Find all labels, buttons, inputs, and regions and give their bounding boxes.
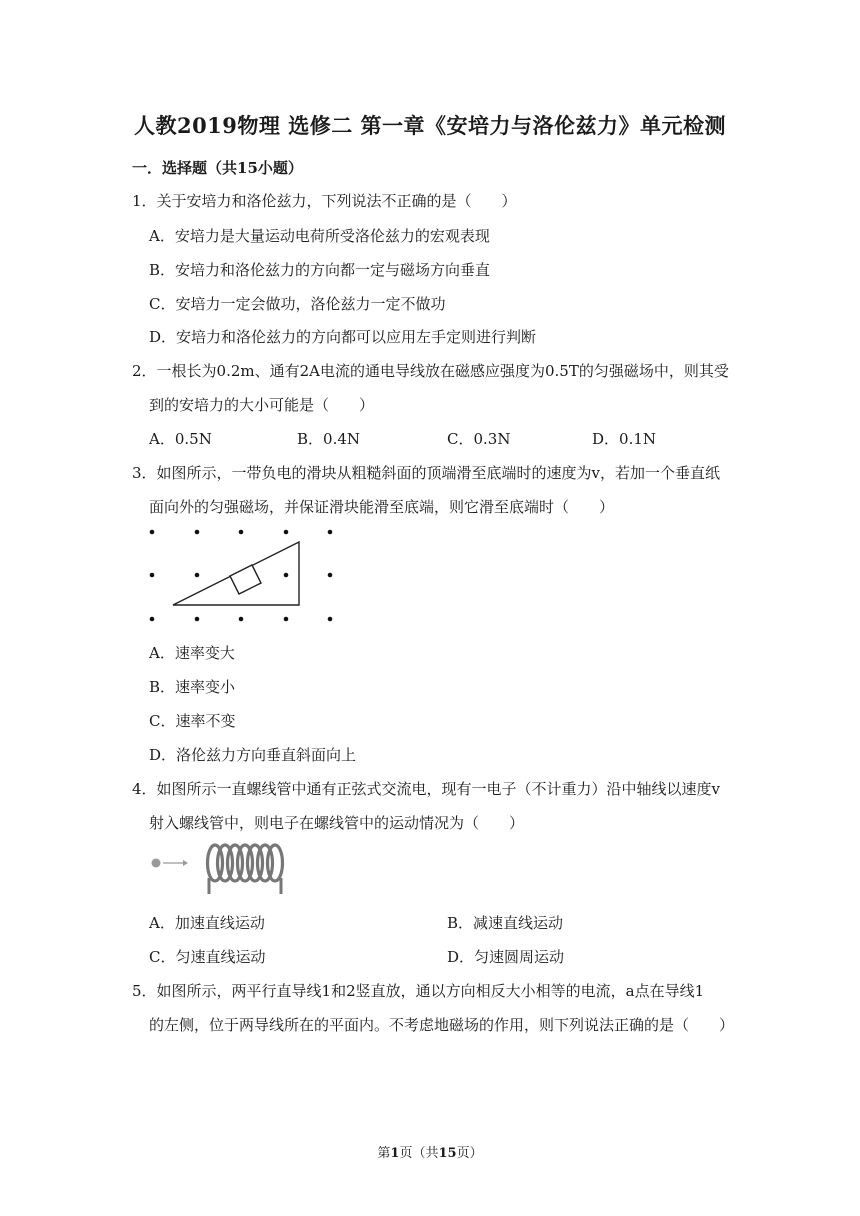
- footer-prefix: 第: [377, 1146, 391, 1161]
- q1-option-c: C．安培力一定会做功，洛伦兹力一定不做功: [149, 295, 446, 313]
- solenoid-electron-figure: [145, 838, 290, 898]
- q2-option-b: B．0.4N: [297, 430, 361, 448]
- q3-stem-line1: 3．如图所示，一带负电的滑块从粗糙斜面的顶端滑至底端时的速度为v，若加一个垂直纸: [132, 464, 721, 482]
- page-number: 1: [390, 1146, 400, 1161]
- footer-middle: 页（共: [399, 1146, 439, 1161]
- q3-option-b: B．速率变小: [149, 678, 236, 696]
- page-footer: [0, 1142, 860, 1161]
- section-heading: 一．选择题（共15小题）: [132, 159, 303, 177]
- q3-option-d: D．洛伦兹力方向垂直斜面向上: [149, 746, 357, 764]
- incline-magnetic-field-figure: [140, 522, 345, 630]
- q4-option-c: C．匀速直线运动: [149, 948, 266, 966]
- q5-stem-line1: 5．如图所示，两平行直导线1和2竖直放，通以方向相反大小相等的电流，a点在导线1: [132, 982, 705, 1000]
- q2-stem-line2: 到的安培力的大小可能是（ ）: [149, 396, 375, 414]
- total-pages: 15: [438, 1146, 457, 1161]
- q4-option-d: D．匀速圆周运动: [447, 948, 565, 966]
- footer-suffix: 页）: [456, 1146, 483, 1161]
- q2-option-d: D．0.1N: [592, 430, 657, 448]
- q1-option-a: A．安培力是大量运动电荷所受洛伦兹力的宏观表现: [149, 227, 490, 245]
- page-title: 人教2019物理 选修二 第一章《安培力与洛伦兹力》单元检测: [133, 113, 727, 138]
- q3-stem-line2: 面向外的匀强磁场，并保证滑块能滑至底端，则它滑至底端时（ ）: [149, 498, 615, 516]
- q2-option-a: A．0.5N: [149, 430, 212, 448]
- q4-stem-line2: 射入螺线管中，则电子在螺线管中的运动情况为（ ）: [149, 814, 525, 832]
- q4-option-a: A．加速直线运动: [149, 914, 265, 932]
- q1-option-d: D．安培力和洛伦兹力的方向都可以应用左手定则进行判断: [149, 328, 537, 346]
- q5-stem-line2: 的左侧，位于两导线所在的平面内。不考虑地磁场的作用，则下列说法正确的是（ ）: [149, 1016, 735, 1034]
- q1-stem: 1．关于安培力和洛伦兹力，下列说法不正确的是（ ）: [132, 192, 517, 210]
- q1-option-b: B．安培力和洛伦兹力的方向都一定与磁场方向垂直: [149, 261, 491, 279]
- q2-option-c: C．0.3N: [447, 430, 511, 448]
- q2-stem-line1: 2．一根长为0.2m、通有2A电流的通电导线放在磁感应强度为0.5T的匀强磁场中，则其受: [132, 362, 729, 380]
- q4-stem-line1: 4．如图所示一直螺线管中通有正弦式交流电，现有一电子（不计重力）沿中轴线以速度v: [132, 780, 721, 798]
- q3-option-c: C．速率不变: [149, 712, 236, 730]
- q4-option-b: B．减速直线运动: [447, 914, 564, 932]
- q3-option-a: A．速率变大: [149, 644, 235, 662]
